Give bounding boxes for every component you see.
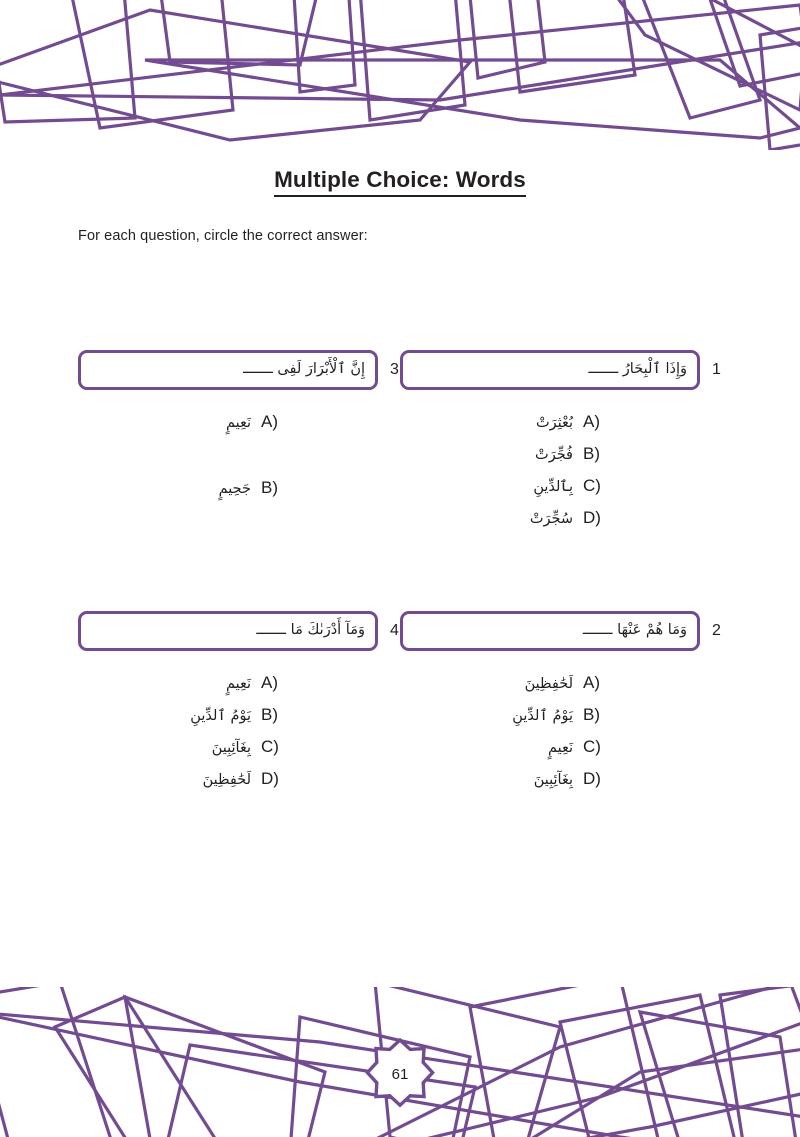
option-letter-4-b: B ) xyxy=(261,705,283,725)
option-2-c[interactable] xyxy=(400,737,710,757)
option-letter-1-c: C ) xyxy=(583,476,605,496)
question-header-3 xyxy=(78,350,400,390)
option-1-d[interactable] xyxy=(400,508,710,528)
options-list-3 xyxy=(78,412,400,498)
top-decorative-border xyxy=(0,0,800,150)
page-title-text: Multiple Choice: Words xyxy=(274,167,526,197)
question-block-1 xyxy=(400,350,722,554)
option-text-2-a: لَحَٰفِظِينَ xyxy=(524,676,573,692)
option-4-b[interactable] xyxy=(78,705,388,725)
question-header-1 xyxy=(400,350,722,390)
question-number-2: 2 xyxy=(712,622,721,639)
question-header-4 xyxy=(78,611,400,651)
page-number-text: 61 xyxy=(391,1065,409,1083)
option-text-1-d: سُجِّرَتْ xyxy=(529,511,573,527)
options-list-4 xyxy=(78,673,400,789)
question-block-2 xyxy=(400,554,722,811)
option-2-b[interactable] xyxy=(400,705,710,725)
question-prompt-box-2[interactable] xyxy=(400,611,700,651)
option-letter-3-b: B ) xyxy=(261,478,283,498)
question-prompt-text-2: وَمَا هُمْ عَنْهَا ـــــــ xyxy=(582,622,687,639)
question-prompt-box-3[interactable] xyxy=(78,350,378,390)
option-2-d[interactable] xyxy=(400,769,710,789)
question-prompt-text-4: وَمَآ أَدْرَىٰكَ مَا ـــــــ xyxy=(256,622,365,639)
option-text-2-c: نَعِيمٍ xyxy=(547,740,573,756)
option-2-a[interactable] xyxy=(400,673,710,693)
option-3-a[interactable] xyxy=(78,412,388,432)
option-letter-1-b: B ) xyxy=(583,444,605,464)
question-prompt-text-3: إِنَّ ٱلْأَبْرَارَ لَفِى ـــــــ xyxy=(243,361,365,378)
option-letter-3-a: A ) xyxy=(261,412,283,432)
option-letter-4-d: D ) xyxy=(261,769,283,789)
question-number-3: 3 xyxy=(390,361,399,378)
option-letter-1-d: D ) xyxy=(583,508,605,528)
questions-grid xyxy=(78,350,722,811)
page-title xyxy=(0,167,800,193)
question-number-4: 4 xyxy=(390,622,399,639)
option-text-1-c: بِٱلدِّينِ xyxy=(533,479,573,495)
question-number-1: 1 xyxy=(712,361,721,378)
option-text-4-a: نَعِيمٍ xyxy=(225,676,251,692)
option-3-b[interactable] xyxy=(78,478,388,498)
page-number-badge xyxy=(364,1038,436,1110)
option-text-3-b: جَحِيمٍ xyxy=(218,481,251,497)
instruction-text: For each question, circle the correct answer: xyxy=(78,228,368,244)
question-prompt-box-4[interactable] xyxy=(78,611,378,651)
option-1-c[interactable] xyxy=(400,476,710,496)
option-letter-4-a: A ) xyxy=(261,673,283,693)
option-4-c[interactable] xyxy=(78,737,388,757)
option-text-3-a: نَعِيمٍ xyxy=(225,415,251,431)
option-text-4-b: يَوْمُ ٱلدِّينِ xyxy=(190,708,251,724)
option-1-b[interactable] xyxy=(400,444,710,464)
option-letter-2-c: C ) xyxy=(583,737,605,757)
option-text-2-b: يَوْمُ ٱلدِّينِ xyxy=(512,708,573,724)
option-text-2-d: بِغَآئِبِينَ xyxy=(533,772,573,788)
option-letter-4-c: C ) xyxy=(261,737,283,757)
option-text-1-a: بُعْثِرَتْ xyxy=(535,415,573,431)
option-letter-1-a: A ) xyxy=(583,412,605,432)
option-letter-2-b: B ) xyxy=(583,705,605,725)
option-text-4-c: بِغَآئِبِينَ xyxy=(211,740,251,756)
question-prompt-text-1: وَإِذَا ٱلْبِحَارُ ـــــــ xyxy=(588,361,687,378)
option-4-d[interactable] xyxy=(78,769,388,789)
option-1-a[interactable] xyxy=(400,412,710,432)
options-list-2 xyxy=(400,673,722,789)
option-text-1-b: فُجِّرَتْ xyxy=(535,447,573,463)
question-block-4 xyxy=(78,554,400,811)
question-block-3 xyxy=(78,350,400,554)
option-text-4-d: لَحَٰفِظِينَ xyxy=(202,772,251,788)
option-letter-2-a: A ) xyxy=(583,673,605,693)
option-4-a[interactable] xyxy=(78,673,388,693)
question-header-2 xyxy=(400,611,722,651)
question-prompt-box-1[interactable] xyxy=(400,350,700,390)
option-letter-2-d: D ) xyxy=(583,769,605,789)
options-list-1 xyxy=(400,412,722,528)
